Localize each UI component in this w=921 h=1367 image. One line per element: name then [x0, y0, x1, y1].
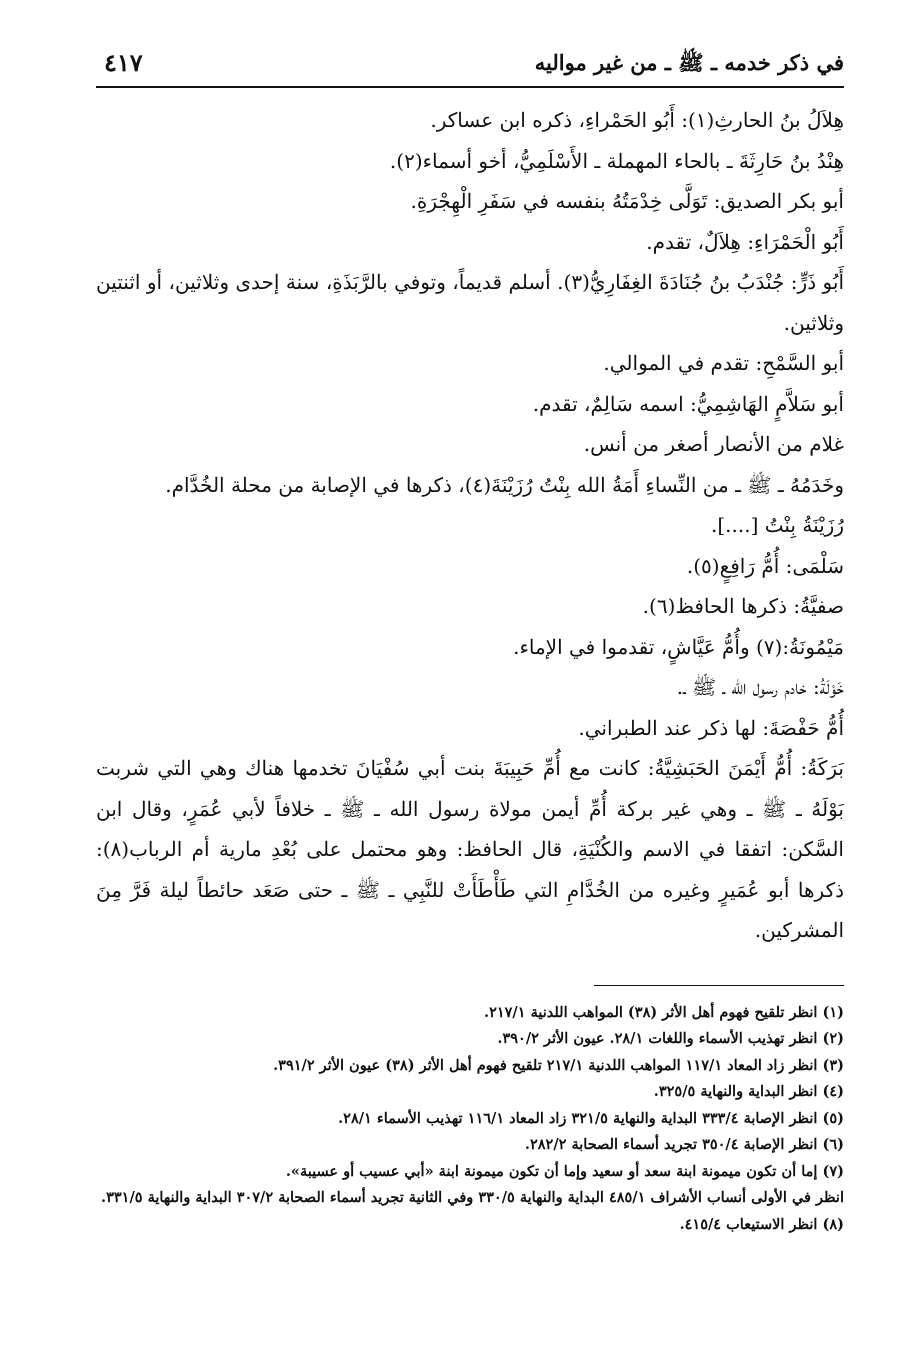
entry-salma: سَلْمَى: أُمُّ رَافِعٍ(٥). — [686, 553, 844, 578]
entry-baraka: بَرَكَةُ: أُمُّ أَيْمَنَ الحَبَشِيَّةُ: كانت مع أُمِّ حَبِيبَةَ بنت أبي سُفْيَانَ تخدمها هناك وهي التي شربت بَوْلَهُ ـ ﷺ ـ وهي غير بركة أُمِّ أيمن مولاة رسول الله ـ ﷺ ـ خلافاً لأبي عُمَرٍ، وقال ابن السَّكن: اتفقا في الاسم والكُنْيَةِ، قال الحافظ: وهو محتمل على بُعْدِ مارية أم الرباب(٨): ذكرها أبو عُمَيرٍ وغيره من الخُدَّامِ التي طَأْطَأَتْ للنَّبِي ـ ﷺ ـ حتى صَعَد حائطاً ليلة فَرَّ مِنَ المشركين. — [96, 756, 844, 942]
footnote-7: (٧) إما أن تكون ميمونة ابنة سعد أو سعيد وإما أن تكون ميمونة ابنة «أبي عسيب أو عسيبة». — [285, 1162, 844, 1180]
page-header — [96, 40, 844, 88]
footnote-6: (٦) انظر الإصابة ٣٥٠/٤ تجريد أسماء الصحابة ٢٨٢/٢. — [524, 1136, 844, 1153]
document-page — [96, 40, 844, 1330]
footnote-3: (٣) انظر زاد المعاد ١١٧/١ المواهب اللدنية ٢١٧/١ تلقيح فهوم أهل الأثر (٣٨) عيون الأثر ٣٩١/٢. — [273, 1056, 844, 1074]
footnote-1: (١) انظر تلقيح فهوم أهل الأثر (٣٨) المواهب اللدنية ٢١٧/١. — [484, 1003, 844, 1021]
footnote-8: (٨) انظر الاستيعاب ٤١٥/٤. — [679, 1215, 844, 1233]
footnote-5: (٥) انظر الإصابة ٣٣٣/٤ البداية والنهاية ٣٢١/٥ زاد المعاد ١١٦/١ تهذيب الأسماء ٢٨/١. — [338, 1109, 844, 1127]
entry-abu-dharr: أَبُو ذَرٍّ: جُنْدَبُ بنُ جُنَادَةَ الغِفَارِيُّ(٣). أسلم قديماً، وتوفي بالرَّبَذَةِ، سنة إحدى وثلاثين، أو اثنتين وثلاثين. — [96, 270, 844, 335]
main-text — [96, 100, 844, 951]
footnote-2: (٢) انظر تهذيب الأسماء واللغات ٢٨/١. عيون الأثر ٣٩٠/٢. — [497, 1030, 844, 1047]
footnotes — [96, 1000, 844, 1239]
entry-hilal: هِلاَلُ بنُ الحارثِ(١): أَبُو الحَمْراءِ، ذكره ابن عساكر. — [430, 108, 844, 132]
running-title: في ذكر خدمه ـ ﷺ ـ من غير مواليه — [534, 50, 844, 75]
entry-safiyya: صفيَّةُ: ذكرها الحافظ(٦). — [642, 594, 844, 618]
entry-abu-sallam: أبو سَلاَّمٍ الهَاشِمِيُّ: اسمه سَالِمٌ، تقدم. — [532, 391, 844, 416]
entry-maymuna: مَيْمُونَةُ:(٧) وأُمُّ عَيَّاشٍ، تقدموا في الإماء. — [513, 634, 844, 659]
entry-abu-bakr: أبو بكر الصديق: تَوَلَّى خِدْمَتُهُ بنفسه في سَفَرِ الْهِجْرَةِ. — [410, 189, 844, 213]
page-number: ٤١٧ — [104, 48, 143, 77]
footnote-4: (٤) انظر البداية والنهاية ٣٢٥/٥. — [653, 1083, 844, 1100]
entry-ghulam: غلام من الأنصار أصغر من أنس. — [583, 432, 844, 456]
entry-hind: هِنْدُ بنُ حَارِثَةَ ـ بالحاء المهملة ـ الأَسْلَمِيُّ، أخو أسماء(٢). — [389, 148, 844, 173]
entry-abu-al-samh: أبو السَّمْحِ: تقدم في الموالي. — [603, 351, 844, 375]
entry-women-servants: وخَدَمُهُ ـ ﷺ ـ من النِّساءِ أَمَةُ الله بِنْتُ رُزَيْنَةَ(٤)، ذكرها في الإصابة من محلة الخُدَّام. — [165, 472, 844, 497]
entry-umm-hafsa: أُمُّ حَفْصَةَ: لها ذكر عند الطبراني. — [578, 715, 844, 740]
entry-abu-al-hamra: أَبُو الْحَمْرَاءِ: هِلاَلٌ، تقدم. — [646, 229, 844, 254]
entry-ruzayna: رُزَيْنَةُ بِنْتُ [....]. — [711, 513, 844, 537]
footnote-7-continuation: انظر في الأولى أنساب الأشراف ٤٨٥/١ البداية والنهاية ٣٣٠/٥ وفي الثانية تجريد أسماء الصحابة ٣٠٧/٢ البداية والنهاية ٣٣١/٥. — [101, 1189, 844, 1206]
footnote-separator — [594, 985, 844, 986]
entry-khawla: خَوْلَةُ: خادم رسول الله ـ ﷺ ـ. — [676, 675, 844, 699]
